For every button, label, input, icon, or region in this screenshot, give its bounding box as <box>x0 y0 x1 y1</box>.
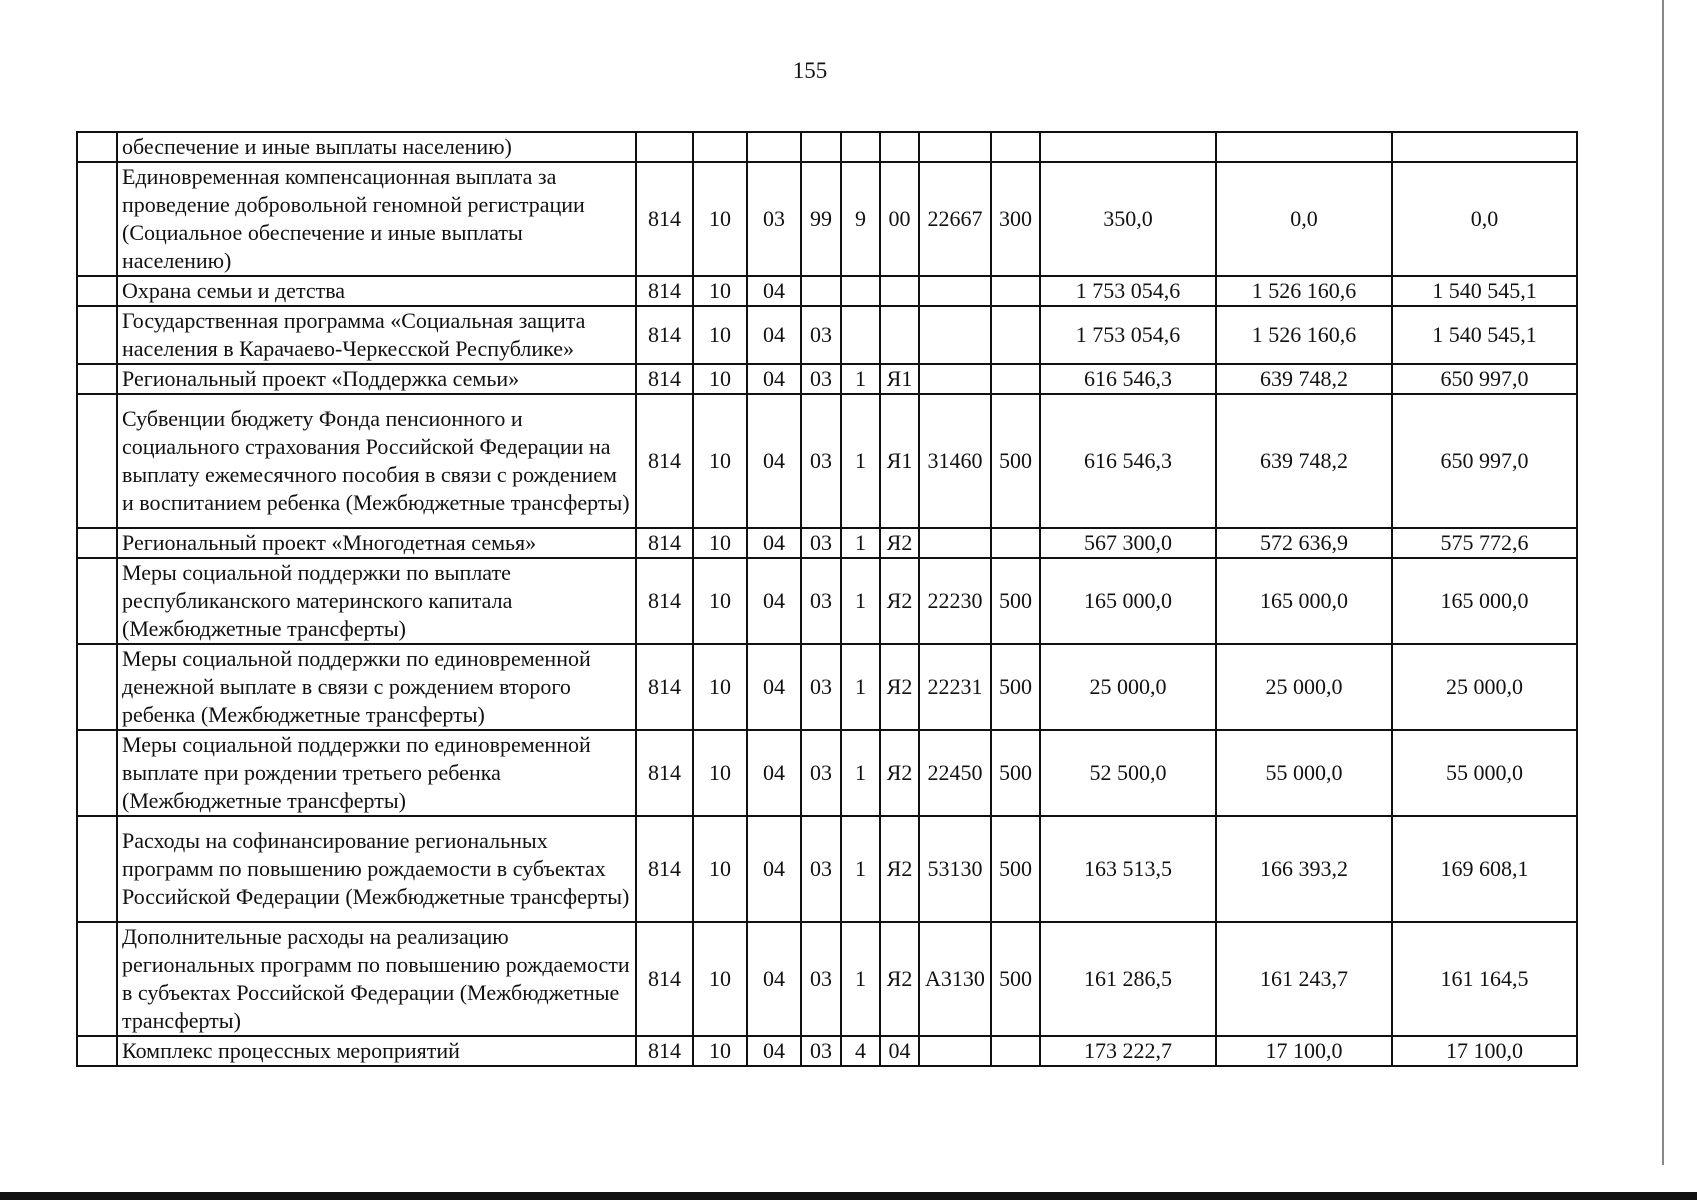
code-program: 03 <box>801 1036 841 1066</box>
code-expense-type: 300 <box>991 162 1040 276</box>
code-expense-type <box>991 528 1040 558</box>
value-year-3: 650 997,0 <box>1392 364 1577 394</box>
code-ministry: 814 <box>636 922 693 1036</box>
value-year-1: 1 753 054,6 <box>1040 306 1216 364</box>
value-year-2: 25 000,0 <box>1216 644 1392 730</box>
code-project <box>880 132 919 162</box>
code-expense-type <box>991 364 1040 394</box>
code-subprogram: 1 <box>841 394 880 528</box>
code-program: 03 <box>801 558 841 644</box>
code-subsection: 04 <box>747 644 801 730</box>
code-section: 10 <box>693 364 747 394</box>
row-number-cell <box>77 528 117 558</box>
row-number-cell <box>77 276 117 306</box>
value-year-2: 0,0 <box>1216 162 1392 276</box>
code-section: 10 <box>693 922 747 1036</box>
table-row <box>77 306 1577 364</box>
code-subprogram <box>841 276 880 306</box>
code-subsection: 04 <box>747 528 801 558</box>
value-year-3: 25 000,0 <box>1392 644 1577 730</box>
code-direction <box>919 132 991 162</box>
code-project: Я2 <box>880 558 919 644</box>
code-direction <box>919 364 991 394</box>
code-ministry: 814 <box>636 528 693 558</box>
row-name-cell: Комплекс процессных мероприятий <box>117 1036 636 1066</box>
value-year-1: 567 300,0 <box>1040 528 1216 558</box>
code-expense-type: 500 <box>991 922 1040 1036</box>
table-row <box>77 558 1577 644</box>
code-project: Я2 <box>880 644 919 730</box>
value-year-2: 17 100,0 <box>1216 1036 1392 1066</box>
code-section: 10 <box>693 276 747 306</box>
code-project <box>880 276 919 306</box>
row-name-cell: обеспечение и иные выплаты населению) <box>117 132 636 162</box>
code-ministry: 814 <box>636 364 693 394</box>
value-year-2: 1 526 160,6 <box>1216 276 1392 306</box>
table-row <box>77 276 1577 306</box>
code-subprogram <box>841 306 880 364</box>
code-direction <box>919 528 991 558</box>
code-subprogram: 1 <box>841 558 880 644</box>
code-direction: 53130 <box>919 816 991 922</box>
code-subsection: 03 <box>747 162 801 276</box>
table-row <box>77 162 1577 276</box>
budget-table <box>76 131 1578 1067</box>
row-name-cell: Меры социальной поддержки по единовременной денежной выплате в связи с рождением второго ребенка (Межбюджетные трансферты) <box>117 644 636 730</box>
code-section: 10 <box>693 162 747 276</box>
table-row <box>77 394 1577 528</box>
code-project: 04 <box>880 1036 919 1066</box>
code-subprogram <box>841 132 880 162</box>
code-subsection: 04 <box>747 1036 801 1066</box>
code-program: 03 <box>801 816 841 922</box>
table-row <box>77 730 1577 816</box>
code-project: Я2 <box>880 816 919 922</box>
code-section: 10 <box>693 306 747 364</box>
row-name-cell: Региональный проект «Поддержка семьи» <box>117 364 636 394</box>
code-ministry: 814 <box>636 816 693 922</box>
value-year-1: 616 546,3 <box>1040 394 1216 528</box>
row-number-cell <box>77 364 117 394</box>
code-program: 03 <box>801 528 841 558</box>
value-year-1: 1 753 054,6 <box>1040 276 1216 306</box>
value-year-1: 163 513,5 <box>1040 816 1216 922</box>
code-ministry: 814 <box>636 276 693 306</box>
code-section: 10 <box>693 1036 747 1066</box>
code-section: 10 <box>693 558 747 644</box>
value-year-3: 17 100,0 <box>1392 1036 1577 1066</box>
code-ministry: 814 <box>636 558 693 644</box>
value-year-1: 173 222,7 <box>1040 1036 1216 1066</box>
code-subprogram: 1 <box>841 364 880 394</box>
code-project: Я2 <box>880 528 919 558</box>
row-number-cell <box>77 558 117 644</box>
table-body <box>77 132 1577 1066</box>
code-ministry: 814 <box>636 394 693 528</box>
code-program: 03 <box>801 364 841 394</box>
value-year-1: 165 000,0 <box>1040 558 1216 644</box>
code-expense-type <box>991 1036 1040 1066</box>
row-name-cell: Охрана семьи и детства <box>117 276 636 306</box>
code-expense-type <box>991 132 1040 162</box>
scan-bottom-bar <box>0 1192 1697 1200</box>
code-expense-type: 500 <box>991 730 1040 816</box>
value-year-3: 165 000,0 <box>1392 558 1577 644</box>
value-year-3: 0,0 <box>1392 162 1577 276</box>
code-ministry: 814 <box>636 306 693 364</box>
code-project: Я2 <box>880 922 919 1036</box>
row-number-cell <box>77 132 117 162</box>
code-direction: 22230 <box>919 558 991 644</box>
code-subsection: 04 <box>747 730 801 816</box>
code-subprogram: 1 <box>841 528 880 558</box>
value-year-1 <box>1040 132 1216 162</box>
code-ministry: 814 <box>636 1036 693 1066</box>
value-year-3: 161 164,5 <box>1392 922 1577 1036</box>
code-subprogram: 1 <box>841 730 880 816</box>
table-row <box>77 132 1577 162</box>
code-direction: 22667 <box>919 162 991 276</box>
code-expense-type: 500 <box>991 558 1040 644</box>
code-ministry: 814 <box>636 162 693 276</box>
value-year-3: 650 997,0 <box>1392 394 1577 528</box>
value-year-1: 350,0 <box>1040 162 1216 276</box>
code-program: 03 <box>801 922 841 1036</box>
code-program: 03 <box>801 306 841 364</box>
code-program: 03 <box>801 730 841 816</box>
row-number-cell <box>77 306 117 364</box>
row-number-cell <box>77 162 117 276</box>
table-row <box>77 816 1577 922</box>
code-section: 10 <box>693 644 747 730</box>
value-year-2: 1 526 160,6 <box>1216 306 1392 364</box>
code-ministry <box>636 132 693 162</box>
row-name-cell: Расходы на софинансирование региональных программ по повышению рождаемости в субъектах Российской Федерации (Межбюджетные трансферты) <box>117 816 636 922</box>
code-section: 10 <box>693 394 747 528</box>
row-name-cell: Дополнительные расходы на реализацию региональных программ по повышению рождаемости в субъектах Российской Федерации (Межбюджетные трансферты) <box>117 922 636 1036</box>
code-subprogram: 1 <box>841 816 880 922</box>
row-name-cell: Меры социальной поддержки по единовременной выплате при рождении третьего ребенка (Межбюджетные трансферты) <box>117 730 636 816</box>
code-project: Я2 <box>880 730 919 816</box>
code-subsection: 04 <box>747 394 801 528</box>
value-year-2: 55 000,0 <box>1216 730 1392 816</box>
code-program <box>801 276 841 306</box>
value-year-2: 161 243,7 <box>1216 922 1392 1036</box>
code-expense-type: 500 <box>991 816 1040 922</box>
code-ministry: 814 <box>636 644 693 730</box>
code-direction <box>919 1036 991 1066</box>
code-expense-type: 500 <box>991 644 1040 730</box>
table-row <box>77 1036 1577 1066</box>
code-section <box>693 132 747 162</box>
code-project <box>880 306 919 364</box>
code-direction: 31460 <box>919 394 991 528</box>
code-expense-type <box>991 306 1040 364</box>
code-direction <box>919 276 991 306</box>
code-program: 99 <box>801 162 841 276</box>
row-number-cell <box>77 644 117 730</box>
code-subprogram: 9 <box>841 162 880 276</box>
row-name-cell: Государственная программа «Социальная защита населения в Карачаево-Черкесской Республике» <box>117 306 636 364</box>
value-year-3: 169 608,1 <box>1392 816 1577 922</box>
value-year-3: 55 000,0 <box>1392 730 1577 816</box>
row-number-cell <box>77 1036 117 1066</box>
row-number-cell <box>77 394 117 528</box>
code-section: 10 <box>693 730 747 816</box>
value-year-3 <box>1392 132 1577 162</box>
value-year-1: 616 546,3 <box>1040 364 1216 394</box>
code-subsection: 04 <box>747 558 801 644</box>
table-row <box>77 364 1577 394</box>
code-direction: А3130 <box>919 922 991 1036</box>
table-row <box>77 528 1577 558</box>
code-ministry: 814 <box>636 730 693 816</box>
code-program: 03 <box>801 644 841 730</box>
code-direction <box>919 306 991 364</box>
code-subsection: 04 <box>747 922 801 1036</box>
value-year-2: 165 000,0 <box>1216 558 1392 644</box>
value-year-3: 575 772,6 <box>1392 528 1577 558</box>
code-subsection: 04 <box>747 306 801 364</box>
scan-edge-line <box>1662 0 1664 1165</box>
code-program: 03 <box>801 394 841 528</box>
code-project: Я1 <box>880 364 919 394</box>
value-year-1: 161 286,5 <box>1040 922 1216 1036</box>
row-number-cell <box>77 922 117 1036</box>
row-name-cell: Меры социальной поддержки по выплате республиканского материнского капитала (Межбюджетные трансферты) <box>117 558 636 644</box>
value-year-2: 639 748,2 <box>1216 394 1392 528</box>
row-name-cell: Единовременная компенсационная выплата за проведение добровольной геномной регистрации (Социальное обеспечение и иные выплаты населению) <box>117 162 636 276</box>
code-subsection: 04 <box>747 276 801 306</box>
value-year-2: 166 393,2 <box>1216 816 1392 922</box>
value-year-1: 52 500,0 <box>1040 730 1216 816</box>
code-subprogram: 1 <box>841 644 880 730</box>
code-section: 10 <box>693 528 747 558</box>
row-number-cell <box>77 816 117 922</box>
value-year-2: 639 748,2 <box>1216 364 1392 394</box>
code-direction: 22450 <box>919 730 991 816</box>
row-number-cell <box>77 730 117 816</box>
code-subprogram: 1 <box>841 922 880 1036</box>
page-number: 155 <box>792 58 828 83</box>
code-expense-type: 500 <box>991 394 1040 528</box>
code-project: 00 <box>880 162 919 276</box>
code-subsection: 04 <box>747 364 801 394</box>
value-year-1: 25 000,0 <box>1040 644 1216 730</box>
code-expense-type <box>991 276 1040 306</box>
value-year-3: 1 540 545,1 <box>1392 276 1577 306</box>
code-program <box>801 132 841 162</box>
row-name-cell: Субвенции бюджету Фонда пенсионного и социального страхования Российской Федерации на выплату ежемесячного пособия в связи с рождением и воспитанием ребенка (Межбюджетные трансферты) <box>117 394 636 528</box>
code-project: Я1 <box>880 394 919 528</box>
code-direction: 22231 <box>919 644 991 730</box>
value-year-3: 1 540 545,1 <box>1392 306 1577 364</box>
table-row <box>77 922 1577 1036</box>
code-subprogram: 4 <box>841 1036 880 1066</box>
code-section: 10 <box>693 816 747 922</box>
table-row <box>77 644 1577 730</box>
value-year-2: 572 636,9 <box>1216 528 1392 558</box>
row-name-cell: Региональный проект «Многодетная семья» <box>117 528 636 558</box>
code-subsection: 04 <box>747 816 801 922</box>
code-subsection <box>747 132 801 162</box>
value-year-2 <box>1216 132 1392 162</box>
